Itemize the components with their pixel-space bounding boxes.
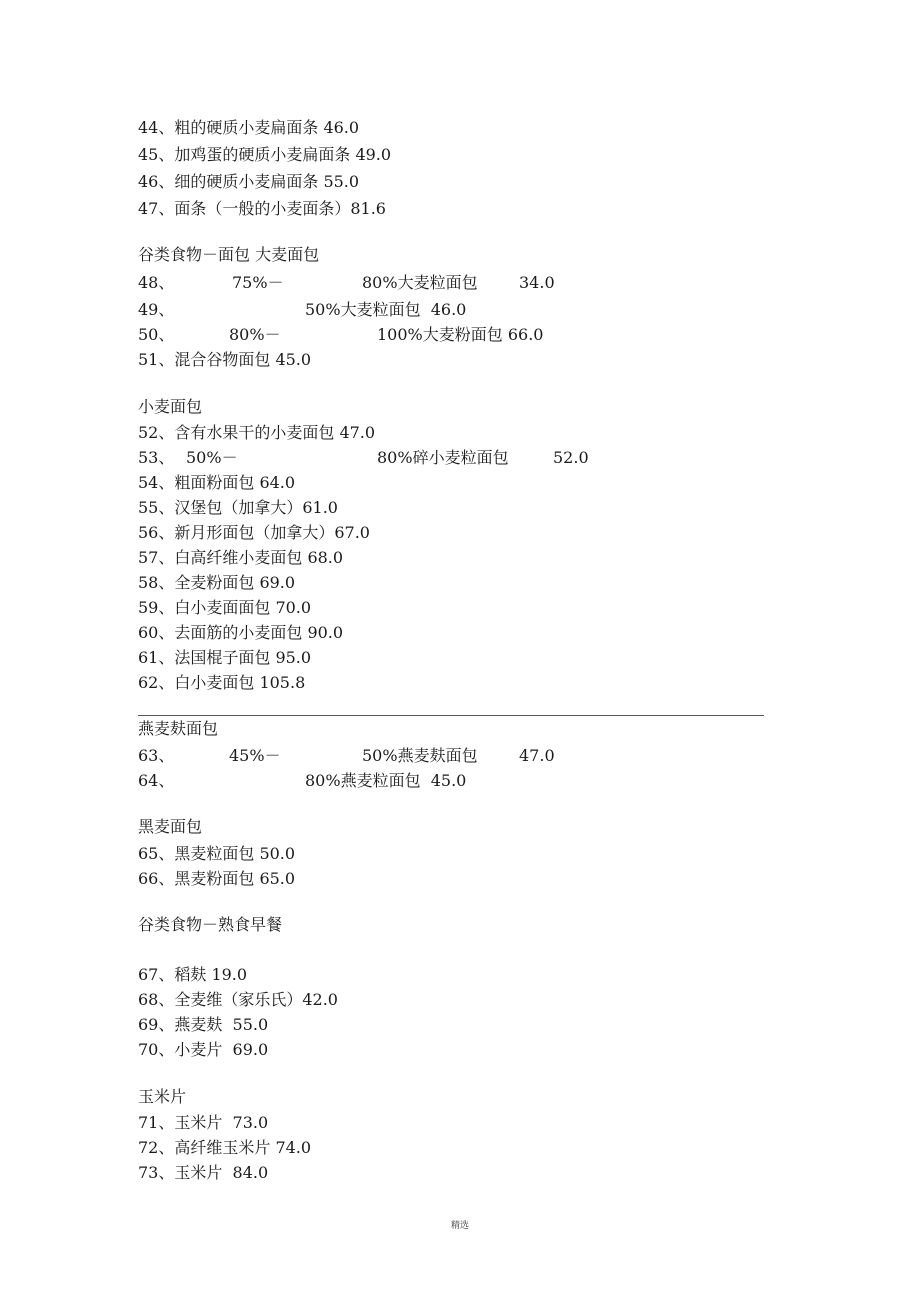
list-item: 68、全麦维（家乐氏）42.0 (138, 990, 338, 1009)
section-heading: 燕麦麸面包 (138, 719, 219, 738)
list-item-value: 34.0 (519, 273, 555, 292)
list-item: 55、汉堡包（加拿大）61.0 (138, 498, 338, 517)
list-item: 69、燕麦麸 55.0 (138, 1015, 269, 1034)
list-item-number: 63、 (138, 746, 175, 765)
list-item-number: 49、 (138, 300, 175, 319)
list-item-range: 50%－ (186, 448, 238, 467)
list-item-range: 45%－ (229, 746, 281, 765)
list-item: 70、小麦片 69.0 (138, 1040, 269, 1059)
section-heading: 小麦面包 (138, 397, 203, 416)
list-item: 56、新月形面包（加拿大）67.0 (138, 523, 370, 542)
list-item-label: 80%燕麦粒面包 45.0 (305, 771, 467, 790)
list-item: 66、黑麦粉面包 65.0 (138, 869, 296, 888)
list-item-label: 100%大麦粉面包 66.0 (377, 325, 544, 344)
section-heading: 谷类食物－熟食早餐 (138, 915, 283, 934)
list-item: 71、玉米片 73.0 (138, 1113, 269, 1132)
list-item-range: 80%－ (229, 325, 281, 344)
list-item: 62、白小麦面包 105.8 (138, 673, 306, 692)
list-item-number: 53、 (138, 448, 175, 467)
list-item-number: 48、 (138, 273, 175, 292)
list-item: 52、含有水果干的小麦面包 47.0 (138, 423, 376, 442)
list-item: 65、黑麦粒面包 50.0 (138, 844, 296, 863)
list-item: 46、细的硬质小麦扁面条 55.0 (138, 172, 360, 191)
list-item: 60、去面筋的小麦面包 90.0 (138, 623, 344, 642)
section-heading: 黑麦面包 (138, 817, 203, 836)
horizontal-divider (138, 715, 764, 716)
list-item-value: 52.0 (553, 448, 589, 467)
list-item: 67、稻麸 19.0 (138, 965, 248, 984)
list-item: 44、粗的硬质小麦扁面条 46.0 (138, 118, 360, 137)
list-item-label: 80%大麦粒面包 (362, 273, 478, 292)
list-item: 59、白小麦面面包 70.0 (138, 598, 312, 617)
list-item: 73、玉米片 84.0 (138, 1163, 269, 1182)
list-item: 58、全麦粉面包 69.0 (138, 573, 296, 592)
list-item: 72、高纤维玉米片 74.0 (138, 1138, 312, 1157)
list-item: 61、法国棍子面包 95.0 (138, 648, 312, 667)
list-item-range: 75%－ (232, 273, 284, 292)
section-heading: 谷类食物－面包 大麦面包 (138, 245, 320, 264)
list-item-label: 80%碎小麦粒面包 (377, 448, 509, 467)
list-item-label: 50%燕麦麸面包 (362, 746, 478, 765)
section-heading: 玉米片 (138, 1087, 187, 1106)
list-item-number: 64、 (138, 771, 175, 790)
list-item: 54、粗面粉面包 64.0 (138, 473, 296, 492)
list-item-value: 47.0 (519, 746, 555, 765)
page-footer: 精选 (450, 1221, 469, 1231)
list-item: 51、混合谷物面包 45.0 (138, 350, 312, 369)
list-item-number: 50、 (138, 325, 175, 344)
list-item: 45、加鸡蛋的硬质小麦扁面条 49.0 (138, 145, 392, 164)
list-item-label: 50%大麦粒面包 46.0 (305, 300, 467, 319)
list-item: 57、白高纤维小麦面包 68.0 (138, 548, 344, 567)
list-item: 47、面条（一般的小麦面条）81.6 (138, 199, 386, 218)
